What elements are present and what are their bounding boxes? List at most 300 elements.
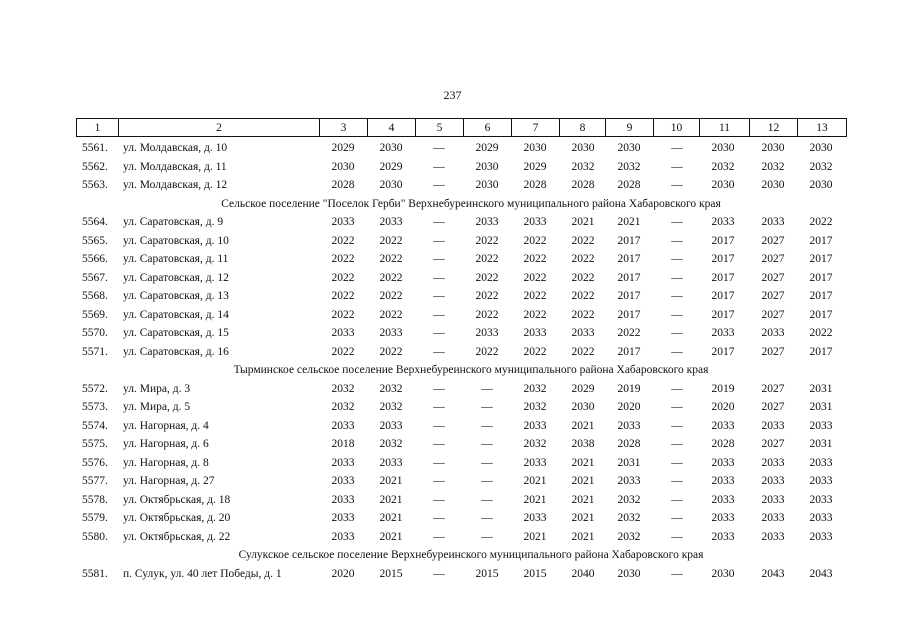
cell-col-5: — [433,271,445,284]
cell-col-12: 2027 [761,290,785,302]
cell-col-5: — [433,234,445,247]
cell-col-7: 2032 [523,382,547,395]
cell-col-8: 2022 [571,290,595,302]
cell-col-13: 2043 [809,567,833,580]
table-row [76,472,846,491]
cell-col-5: — [433,475,445,487]
table-row [76,343,846,362]
row-number: 5563. [82,179,108,191]
cell-col-4: 2021 [379,493,403,506]
table-row [76,158,846,177]
cell-col-9: 2032 [617,512,641,524]
cell-col-13: 2017 [809,345,833,358]
cell-col-8: 2022 [571,253,595,265]
cell-col-7: 2022 [523,308,547,321]
cell-col-13: 2017 [809,234,833,247]
cell-col-10: — [671,530,683,543]
table-row [76,139,846,158]
cell-col-10: — [671,160,683,173]
cell-col-10: — [671,179,683,191]
cell-col-9: 2028 [617,179,641,191]
row-number: 5576. [82,456,108,469]
section-heading: Тырминское сельское поселение Верхнебуреинского муниципального района Хабаровского края [233,364,709,376]
cell-col-12: 2033 [761,419,785,432]
cell-col-9: 2033 [617,475,641,487]
cell-col-4: 2033 [379,419,403,432]
table-row [76,213,846,232]
cell-col-7: 2033 [523,216,547,228]
table-row [76,250,846,269]
cell-col-9: 2030 [617,567,641,580]
row-address: ул. Саратовская, д. 15 [123,327,229,339]
cell-col-5: — [433,493,445,506]
row-address: ул. Молдавская, д. 11 [123,160,227,173]
cell-col-11: 2030 [711,142,735,154]
cell-col-12: 2027 [761,438,785,450]
table-row [76,417,846,436]
row-address: ул. Мира, д. 5 [123,401,191,413]
cell-col-4: 2033 [379,216,403,228]
cell-col-11: 2033 [711,327,735,339]
cell-col-3: 2018 [331,438,355,450]
row-address: п. Сулук, ул. 40 лет Победы, д. 1 [123,567,282,580]
row-number: 5572. [82,382,108,395]
cell-col-10: — [671,308,683,321]
cell-col-10: — [671,456,683,469]
cell-col-10: — [671,475,683,487]
cell-col-6: 2030 [475,179,499,191]
cell-col-5: — [433,308,445,321]
cell-col-13: 2033 [809,456,833,469]
cell-col-6: 2022 [475,290,499,302]
table-row [76,528,846,547]
cell-col-7: 2033 [523,327,547,339]
cell-col-8: 2022 [571,271,595,284]
header-col-5: 5 [416,119,464,137]
cell-col-7: 2032 [523,401,547,413]
cell-col-12: 2027 [761,345,785,358]
row-address: ул. Нагорная, д. 4 [123,419,209,432]
cell-col-3: 2033 [331,530,355,543]
table-row [76,435,846,454]
row-number: 5564. [82,216,108,228]
cell-col-4: 2033 [379,327,403,339]
cell-col-4: 2015 [379,567,403,580]
table-body [76,139,846,583]
cell-col-8: 2021 [571,456,595,469]
cell-col-9: 2030 [617,142,641,154]
row-number: 5567. [82,271,108,284]
cell-col-3: 2029 [331,142,355,154]
row-address: ул. Нагорная, д. 8 [123,456,209,469]
cell-col-9: 2017 [617,308,641,321]
row-address: ул. Октябрьская, д. 22 [123,530,231,543]
cell-col-4: 2030 [379,142,403,154]
cell-col-10: — [671,327,683,339]
row-number: 5573. [82,401,108,413]
cell-col-13: 2017 [809,308,833,321]
cell-col-5: — [433,530,445,543]
page-number: 237 [443,88,462,102]
cell-col-5: — [433,179,445,191]
cell-col-5: — [433,290,445,302]
cell-col-3: 2022 [331,253,355,265]
row-number: 5579. [82,512,108,524]
cell-col-11: 2028 [711,438,735,450]
cell-col-4: 2032 [379,401,403,413]
cell-col-4: 2032 [379,438,403,450]
cell-col-6: 2029 [475,142,499,154]
row-address: ул. Саратовская, д. 14 [123,308,229,321]
section-heading: Сулукское сельское поселение Верхнебуреинского муниципального района Хабаровского края [238,549,704,561]
cell-col-12: 2030 [761,179,785,191]
table-row [76,454,846,473]
cell-col-4: 2022 [379,290,403,302]
cell-col-3: 2033 [331,327,355,339]
cell-col-13: 2033 [809,512,833,524]
cell-col-13: 2017 [809,271,833,284]
cell-col-6: — [481,512,493,524]
cell-col-7: 2022 [523,234,547,247]
cell-col-3: 2032 [331,401,355,413]
cell-col-7: 2022 [523,253,547,265]
cell-col-4: 2021 [379,512,403,524]
cell-col-10: — [671,493,683,506]
cell-col-7: 2028 [523,179,547,191]
row-number: 5571. [82,345,108,358]
cell-col-13: 2030 [809,179,833,191]
table-row [76,491,846,510]
cell-col-11: 2017 [711,290,735,302]
row-address: ул. Октябрьская, д. 20 [123,512,231,524]
row-number: 5580. [82,530,108,543]
cell-col-9: 2020 [617,401,641,413]
cell-col-12: 2032 [761,160,785,173]
cell-col-11: 2033 [711,493,735,506]
cell-col-12: 2027 [761,253,785,265]
cell-col-12: 2033 [761,456,785,469]
cell-col-9: 2028 [617,438,641,450]
cell-col-7: 2029 [523,160,547,173]
cell-col-4: 2029 [379,160,403,173]
cell-col-8: 2028 [571,179,595,191]
row-number: 5577. [82,475,108,487]
cell-col-11: 2033 [711,456,735,469]
cell-col-11: 2030 [711,567,735,580]
header-col-2: 2 [119,119,320,137]
cell-col-10: — [671,382,683,395]
cell-col-10: — [671,142,683,154]
cell-col-5: — [433,382,445,395]
cell-col-3: 2022 [331,308,355,321]
cell-col-11: 2017 [711,345,735,358]
cell-col-8: 2040 [571,567,595,580]
cell-col-12: 2033 [761,493,785,506]
row-number: 5578. [82,493,108,506]
cell-col-8: 2021 [571,493,595,506]
row-number: 5574. [82,419,108,432]
cell-col-10: — [671,253,683,265]
cell-col-8: 2030 [571,401,595,413]
table-header [76,118,847,137]
cell-col-6: 2033 [475,327,499,339]
cell-col-12: 2027 [761,271,785,284]
cell-col-5: — [433,456,445,469]
cell-col-13: 2032 [809,160,833,173]
cell-col-8: 2030 [571,142,595,154]
cell-col-11: 2020 [711,401,735,413]
cell-col-10: — [671,438,683,450]
table-row [76,398,846,417]
cell-col-10: — [671,419,683,432]
row-address: ул. Саратовская, д. 13 [123,290,229,302]
table-row [76,565,846,584]
cell-col-6: 2022 [475,271,499,284]
cell-col-7: 2033 [523,419,547,432]
cell-col-7: 2021 [523,530,547,543]
cell-col-6: — [481,456,493,469]
cell-col-3: 2033 [331,419,355,432]
row-number: 5575. [82,438,108,450]
cell-col-8: 2021 [571,475,595,487]
cell-col-11: 2017 [711,253,735,265]
row-address: ул. Саратовская, д. 9 [123,216,224,228]
cell-col-9: 2032 [617,493,641,506]
cell-col-10: — [671,271,683,284]
cell-col-10: — [671,512,683,524]
cell-col-11: 2017 [711,308,735,321]
row-number: 5570. [82,327,108,339]
cell-col-12: 2027 [761,382,785,395]
cell-col-3: 2033 [331,475,355,487]
cell-col-7: 2030 [523,142,547,154]
header-col-7: 7 [512,119,560,137]
row-number: 5562. [82,160,108,173]
cell-col-7: 2022 [523,345,547,358]
cell-col-6: — [481,419,493,432]
cell-col-12: 2033 [761,216,785,228]
cell-col-9: 2017 [617,290,641,302]
cell-col-9: 2017 [617,271,641,284]
cell-col-13: 2030 [809,142,833,154]
cell-col-10: — [671,345,683,358]
row-address: ул. Саратовская, д. 16 [123,345,229,358]
cell-col-9: 2032 [617,160,641,173]
row-number: 5561. [82,142,108,154]
cell-col-11: 2033 [711,419,735,432]
cell-col-9: 2017 [617,234,641,247]
cell-col-5: — [433,142,445,154]
cell-col-4: 2021 [379,475,403,487]
header-col-12: 12 [750,119,798,137]
cell-col-13: 2033 [809,530,833,543]
cell-col-4: 2033 [379,456,403,469]
cell-col-3: 2033 [331,512,355,524]
cell-col-11: 2019 [711,382,735,395]
header-col-6: 6 [464,119,512,137]
cell-col-13: 2022 [809,327,833,339]
cell-col-5: — [433,253,445,265]
cell-col-13: 2033 [809,475,833,487]
cell-col-8: 2022 [571,308,595,321]
cell-col-6: 2022 [475,253,499,265]
cell-col-8: 2032 [571,160,595,173]
cell-col-11: 2033 [711,530,735,543]
cell-col-3: 2022 [331,271,355,284]
cell-col-6: 2015 [475,567,499,580]
cell-col-4: 2022 [379,253,403,265]
cell-col-5: — [433,160,445,173]
cell-col-8: 2038 [571,438,595,450]
cell-col-3: 2033 [331,456,355,469]
cell-col-3: 2022 [331,345,355,358]
cell-col-3: 2033 [331,493,355,506]
cell-col-6: 2033 [475,216,499,228]
table-row [76,176,846,195]
cell-col-6: — [481,530,493,543]
cell-col-12: 2033 [761,327,785,339]
header-col-13: 13 [798,119,847,137]
row-address: ул. Саратовская, д. 12 [123,271,229,284]
cell-col-4: 2032 [379,382,403,395]
cell-col-6: 2030 [475,160,499,173]
cell-col-12: 2027 [761,401,785,413]
cell-col-3: 2030 [331,160,355,173]
row-number: 5568. [82,290,108,302]
row-address: ул. Нагорная, д. 27 [123,475,215,487]
cell-col-9: 2032 [617,530,641,543]
table-row [76,509,846,528]
cell-col-6: 2022 [475,308,499,321]
cell-col-8: 2022 [571,234,595,247]
cell-col-11: 2033 [711,475,735,487]
table-row [76,306,846,325]
header-col-4: 4 [368,119,416,137]
cell-col-10: — [671,216,683,228]
cell-col-8: 2021 [571,530,595,543]
cell-col-6: — [481,438,493,450]
cell-col-10: — [671,401,683,413]
header-col-1: 1 [77,119,119,137]
row-number: 5569. [82,308,108,321]
cell-col-5: — [433,438,445,450]
cell-col-8: 2022 [571,345,595,358]
cell-col-6: — [481,493,493,506]
cell-col-9: 2033 [617,419,641,432]
row-number: 5566. [82,253,108,265]
row-number: 5581. [82,567,108,580]
cell-col-12: 2033 [761,512,785,524]
cell-col-3: 2033 [331,216,355,228]
cell-col-7: 2021 [523,475,547,487]
cell-col-3: 2020 [331,567,355,580]
table-row [76,380,846,399]
cell-col-6: — [481,401,493,413]
section-heading: Сельское поселение "Поселок Герби" Верхнебуреинского муниципального района Хабаровского края [221,197,721,210]
cell-col-13: 2031 [809,438,833,450]
cell-col-9: 2022 [617,327,641,339]
cell-col-5: — [433,567,445,580]
cell-col-4: 2022 [379,345,403,358]
cell-col-13: 2017 [809,253,833,265]
cell-col-3: 2028 [331,179,355,191]
cell-col-9: 2017 [617,253,641,265]
cell-col-13: 2033 [809,493,833,506]
table-row [76,287,846,306]
cell-col-4: 2030 [379,179,403,191]
cell-col-8: 2021 [571,419,595,432]
cell-col-9: 2017 [617,345,641,358]
cell-col-5: — [433,327,445,339]
cell-col-7: 2015 [523,567,547,580]
cell-col-13: 2017 [809,290,833,302]
cell-col-8: 2021 [571,512,595,524]
cell-col-6: — [481,382,493,395]
cell-col-4: 2022 [379,271,403,284]
row-address: ул. Саратовская, д. 11 [123,253,229,265]
cell-col-13: 2033 [809,419,833,432]
cell-col-10: — [671,290,683,302]
cell-col-11: 2032 [711,160,735,173]
cell-col-9: 2031 [617,456,641,469]
row-address: ул. Октябрьская, д. 18 [123,493,231,506]
cell-col-5: — [433,419,445,432]
cell-col-7: 2021 [523,493,547,506]
cell-col-9: 2019 [617,382,641,395]
cell-col-4: 2022 [379,234,403,247]
header-col-8: 8 [560,119,606,137]
cell-col-12: 2033 [761,475,785,487]
cell-col-11: 2033 [711,216,735,228]
cell-col-11: 2030 [711,179,735,191]
header-col-9: 9 [606,119,654,137]
table-row [76,269,846,288]
cell-col-12: 2027 [761,234,785,247]
cell-col-13: 2031 [809,382,833,395]
row-address: ул. Молдавская, д. 12 [123,179,228,191]
table-row [76,232,846,251]
header-col-11: 11 [700,119,750,137]
cell-col-5: — [433,512,445,524]
cell-col-12: 2033 [761,530,785,543]
cell-col-6: 2022 [475,345,499,358]
cell-col-11: 2033 [711,512,735,524]
cell-col-6: — [481,475,493,487]
cell-col-7: 2022 [523,290,547,302]
cell-col-5: — [433,401,445,413]
cell-col-13: 2022 [809,216,833,228]
cell-col-4: 2021 [379,530,403,543]
cell-col-7: 2032 [523,438,547,450]
cell-col-7: 2033 [523,456,547,469]
header-col-3: 3 [320,119,368,137]
cell-col-11: 2017 [711,234,735,247]
cell-col-8: 2029 [571,382,595,395]
cell-col-5: — [433,216,445,228]
cell-col-6: 2022 [475,234,499,247]
cell-col-12: 2043 [761,567,785,580]
row-number: 5565. [82,234,108,247]
cell-col-10: — [671,567,683,580]
cell-col-12: 2030 [761,142,785,154]
cell-col-13: 2031 [809,401,833,413]
cell-col-3: 2022 [331,290,355,302]
table-row [76,324,846,343]
cell-col-7: 2022 [523,271,547,284]
row-address: ул. Молдавская, д. 10 [123,142,228,154]
header-col-10: 10 [654,119,700,137]
cell-col-8: 2033 [571,327,595,339]
